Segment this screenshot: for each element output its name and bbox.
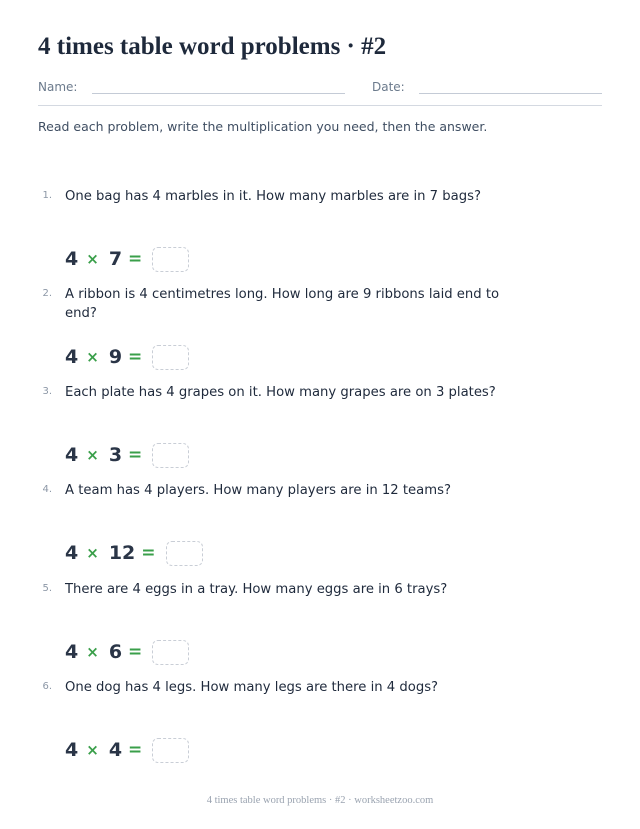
problem-number: 4.	[42, 484, 52, 495]
factor-b: 9	[108, 346, 123, 368]
equation	[65, 637, 189, 667]
date-label: Date:	[372, 80, 405, 94]
factor-a: 4	[65, 248, 79, 270]
factor-a: 4	[65, 739, 79, 761]
times-sign: ×	[86, 544, 99, 562]
problem-text: There are 4 eggs in a tray. How many eggs are in 6 trays?	[65, 582, 448, 597]
equation	[65, 735, 189, 765]
times-sign: ×	[86, 741, 99, 759]
answer-box[interactable]	[152, 247, 189, 272]
header-divider	[38, 105, 602, 106]
answer-box[interactable]	[152, 738, 189, 763]
factor-b: 12	[108, 542, 136, 564]
footer: 4 times table word problems · #2 · worksheetzoo.com	[206, 795, 434, 806]
equals-sign: =	[128, 740, 143, 760]
factor-a: 4	[65, 542, 79, 564]
factor-a: 4	[65, 641, 79, 663]
factor-b: 4	[108, 739, 123, 761]
answer-box[interactable]	[152, 640, 189, 665]
problem-number: 2.	[42, 288, 52, 299]
problem-text: Each plate has 4 grapes on it. How many grapes are on 3 plates?	[65, 385, 496, 400]
answer-box[interactable]	[152, 345, 189, 370]
answer-box[interactable]	[166, 541, 203, 566]
answer-box[interactable]	[152, 443, 189, 468]
equals-sign: =	[128, 249, 143, 269]
name-date-row	[38, 80, 602, 100]
factor-a: 4	[65, 444, 79, 466]
factor-b: 3	[108, 444, 123, 466]
problem-text: One bag has 4 marbles in it. How many marbles are in 7 bags?	[65, 189, 481, 204]
name-line[interactable]	[92, 93, 345, 94]
times-sign: ×	[86, 348, 99, 366]
equals-sign: =	[128, 347, 143, 367]
problem-number: 1.	[42, 190, 52, 201]
times-sign: ×	[86, 250, 99, 268]
name-label: Name:	[38, 80, 78, 94]
problem-number: 6.	[42, 681, 52, 692]
equation	[65, 538, 203, 568]
date-line[interactable]	[419, 93, 602, 94]
factor-a: 4	[65, 346, 79, 368]
problem-number: 3.	[42, 386, 52, 397]
instructions: Read each problem, write the multiplication you need, then the answer.	[38, 119, 488, 134]
times-sign: ×	[86, 643, 99, 661]
problem-text: A ribbon is 4 centimetres long. How long are 9 ribbons laid end to end?	[65, 287, 500, 321]
equals-sign: =	[128, 445, 143, 465]
problem-number: 5.	[42, 583, 52, 594]
equation	[65, 440, 189, 470]
equals-sign: =	[128, 642, 143, 662]
factor-b: 6	[108, 641, 123, 663]
factor-b: 7	[108, 248, 123, 270]
worksheet-title: 4 times table word problems · #2	[38, 33, 387, 60]
problem-text: A team has 4 players. How many players are in 12 teams?	[65, 483, 451, 498]
equation	[65, 244, 189, 274]
equals-sign: =	[141, 543, 156, 563]
equation	[65, 342, 189, 372]
times-sign: ×	[86, 446, 99, 464]
problem-text: One dog has 4 legs. How many legs are there in 4 dogs?	[65, 680, 439, 695]
